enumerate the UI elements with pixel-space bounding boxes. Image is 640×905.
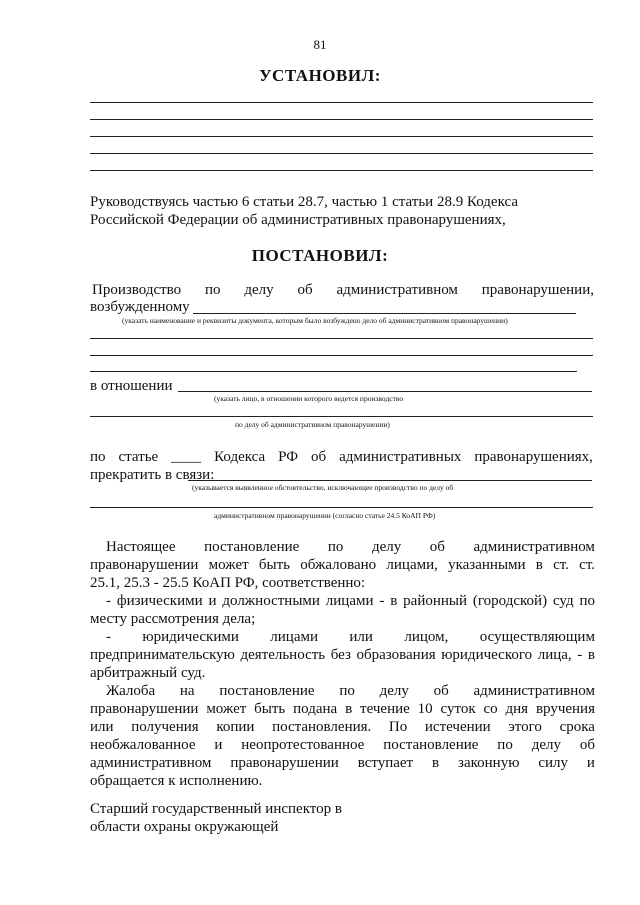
initiated-document-field[interactable] [193,313,576,314]
word: по [579,593,595,609]
blank-line-3[interactable] [90,136,593,137]
word: дня [505,701,529,717]
word: и [586,755,595,771]
word: вступает [357,755,414,771]
word: постановления. [272,719,372,735]
word: законную [458,755,520,771]
word: делу [379,683,409,699]
appeal-p2-line-2: месту рассмотрения дела; [90,611,256,627]
word: по [327,539,344,555]
guided-text-line-2: Российской Федерации об административных правонарушениях, [90,212,506,228]
word: в [587,647,595,663]
word: необжалованное [90,737,196,753]
word: быть [254,701,286,717]
word: лица, [537,647,572,663]
word: правонарушении [90,701,199,717]
word: в [345,701,353,717]
word: постановление [219,683,315,699]
word: копии [216,719,255,735]
word: административном [90,755,212,771]
word: об [429,539,445,555]
word: лицами [325,593,374,609]
caption-case: по делу об административном правонарушении) [235,420,390,429]
word: - [106,629,111,645]
appeal-p2-line-1 [106,592,595,610]
word: по [497,737,513,753]
word: силу [538,755,568,771]
word: обжаловано [300,557,377,573]
word: и [208,593,217,609]
word: неопротестованное [241,737,365,753]
word: может [208,557,249,573]
blank-line-6[interactable] [90,338,593,339]
blank-line-1[interactable] [90,102,593,103]
word: Производство [92,282,182,298]
blank-line-5[interactable] [90,170,593,171]
word: правонарушении [230,755,339,771]
word: - [106,593,111,609]
word: юридическими [142,629,239,645]
word: постановление [204,539,300,555]
page-number: 81 [313,37,327,52]
word: в [432,755,440,771]
word: деятельность [240,647,326,663]
signature-line-1: Старший государственный инспектор в [90,801,342,817]
word: в [390,593,398,609]
caption-circumstance: (указывается выявленное обстоятельство, исключающее производство по делу об [192,483,454,492]
blank-line-2[interactable] [90,119,593,120]
word: об [579,737,595,753]
word: правонарушениях, [474,449,593,465]
word: (городской) [472,593,548,609]
word: статье [118,449,159,465]
proceedings-line-1 [92,281,594,299]
word: лицами, [386,557,438,573]
appeal-p3-line-2 [90,646,595,664]
heading-established: УСТАНОВИЛ: [259,66,381,85]
word: срока [559,719,595,735]
word: подана [293,701,338,717]
caption-document: (указать наименование и реквизиты документа, которым было возбуждено дело об административном правонарушении) [122,316,508,325]
word: суток [440,701,476,717]
appeal-p4-line-1 [106,682,595,700]
word: по [339,683,355,699]
word: Жалоба [106,683,156,699]
caption-circumstance-2: административном правонарушении (согласно статье 24.5 КоАП РФ) [214,511,436,520]
word: юридического [441,647,533,663]
blank-line-7[interactable] [90,355,593,356]
label-regarding: в отношении [90,378,173,394]
appeal-p3-line-1 [106,628,595,646]
word: или [349,629,373,645]
word: должностными [222,593,320,609]
caption-person: (указать лицо, в отношении которого ведется производство [214,394,404,403]
word: По [388,719,408,735]
word: и [214,737,223,753]
word: правонарушении [90,557,199,573]
word: Настоящее [106,539,176,555]
word: правонарушении, [481,282,594,298]
article-number-field[interactable]: ____ [171,449,202,465]
word: ст. [553,557,569,573]
blank-line-4[interactable] [90,153,593,154]
word: физическими [116,593,203,609]
word: на [179,683,195,699]
appeal-p1-line-3: 25.1, 25.3 - 25.5 КоАП РФ, соответственно: [90,575,366,591]
word: лицом, [404,629,449,645]
heading-resolved: ПОСТАНОВИЛ: [251,246,389,265]
word: делу [371,539,402,555]
terminate-reason-field[interactable] [188,480,592,481]
word: указанными [448,557,526,573]
word: в [535,557,543,573]
appeal-p4-line-6: обращается к исполнению. [90,773,263,789]
signature-line-2: области охраны окружающей [90,819,279,835]
word: течение [360,701,410,717]
appeal-p4-line-4 [90,736,595,754]
appeal-p4-line-5 [90,754,595,772]
word: суд [552,593,574,609]
word: осуществляющим [479,629,595,645]
blank-line-9[interactable] [90,416,593,417]
appeal-p3-line-3: арбитражный суд. [90,665,206,681]
word: получения [131,719,199,735]
label-initiated: возбужденному [90,299,190,315]
label-terminate: прекратить в связи: [90,467,215,483]
word: по [205,282,221,298]
word: РФ [278,449,299,465]
appeal-p1-line-1 [106,538,595,556]
word: об [297,282,313,298]
word: со [483,701,498,717]
guided-text-line-1: Руководствуясь частью 6 статьи 28.7, частью 1 статьи 28.9 Кодекса [90,194,518,210]
word: по [90,449,106,465]
word: может [206,701,247,717]
word: административном [336,282,458,298]
word: административном [473,683,595,699]
word: об [433,683,449,699]
appeal-p4-line-3 [90,718,595,736]
word: делу [244,282,274,298]
word: постановление [383,737,479,753]
blank-line-8[interactable] [90,371,577,372]
word: образования [356,647,436,663]
word: районный [403,593,468,609]
word: истечении [424,719,491,735]
word: быть [258,557,290,573]
word: без [330,647,351,663]
word: 10 [417,701,433,717]
appeal-p1-line-2 [90,556,595,574]
word: административном [473,539,595,555]
word: делу [531,737,561,753]
word: Кодекса [214,449,266,465]
word: ст. [579,557,595,573]
word: предпринимательскую [90,647,235,663]
word: - [379,593,385,609]
word: административных [339,449,462,465]
word: этого [508,719,542,735]
word: об [311,449,327,465]
word: вручения [535,701,595,717]
word: лицами [270,629,318,645]
word: или [90,719,114,735]
appeal-p4-line-2 [90,700,595,718]
article-line-1 [90,448,593,466]
word: - [577,647,583,663]
regarding-person-field[interactable] [178,391,592,392]
blank-line-10[interactable] [90,507,593,508]
